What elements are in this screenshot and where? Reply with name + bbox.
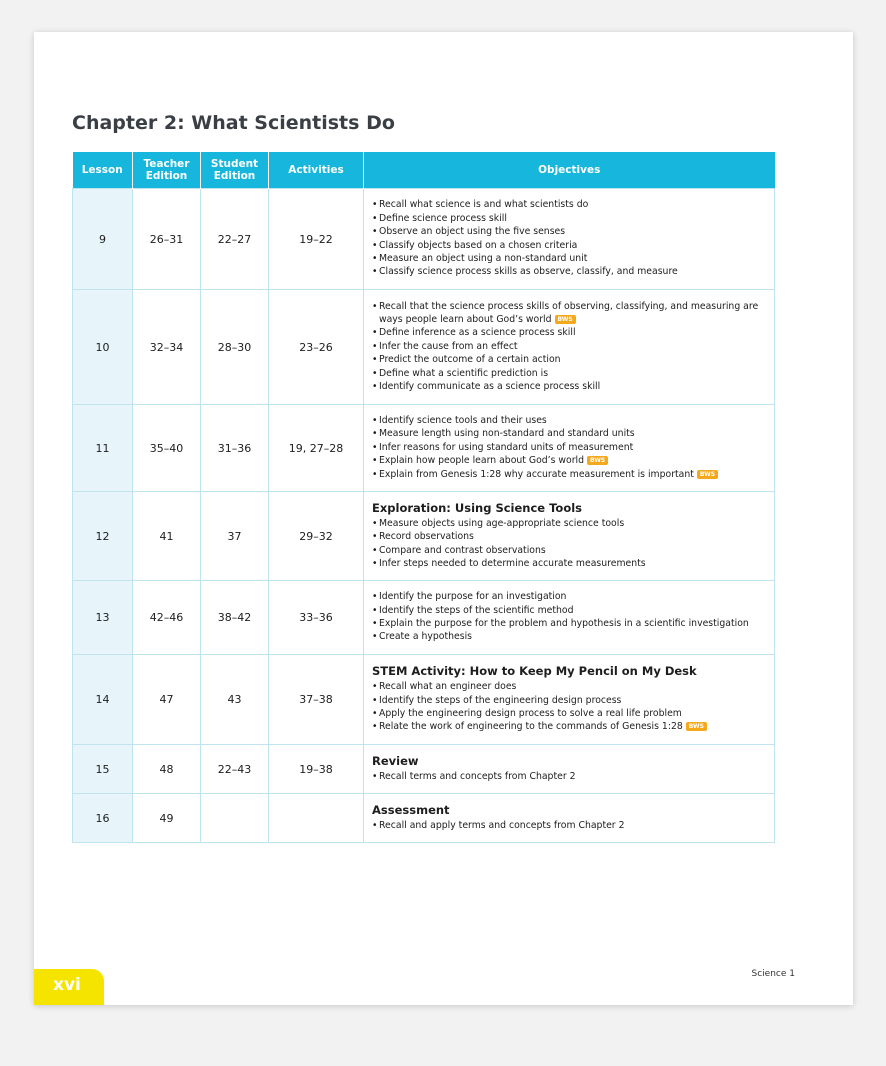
objective-heading: STEM Activity: How to Keep My Pencil on My Desk: [372, 664, 697, 679]
column-header-lesson: Lesson: [73, 152, 133, 189]
objective-item: • Compare and contrast observations: [372, 544, 766, 557]
bws-badge: BWS: [555, 315, 576, 324]
table-row: [73, 794, 775, 843]
teacher-edition-pages: 35–40: [133, 405, 201, 492]
objective-text: Relate the work of engineering to the commands of Genesis 1:28: [379, 721, 683, 733]
activities-pages: 23–26: [269, 290, 364, 405]
lesson-number: 13: [73, 581, 133, 655]
objective-text: Explain from Genesis 1:28 why accurate measurement is important: [379, 468, 694, 480]
activities-pages: [269, 794, 364, 843]
bws-badge: BWS: [587, 456, 608, 465]
objectives-cell: [364, 290, 775, 405]
teacher-edition-pages: 41: [133, 492, 201, 581]
objective-heading: Assessment: [372, 802, 450, 817]
objective-item: • Create a hypothesis: [372, 630, 766, 643]
table-row: [73, 405, 775, 492]
column-header-teacher-edition: Teacher Edition: [133, 152, 201, 189]
chapter-title: Chapter 2: What Scientists Do: [72, 112, 395, 134]
objective-item: • Explain the purpose for the problem and hypothesis in a scientific investigation: [372, 617, 766, 630]
objectives-cell: [364, 405, 775, 492]
objective-item: • Measure length using non-standard and standard units: [372, 427, 766, 440]
table-row: [73, 492, 775, 581]
objective-item: • Infer reasons for using standard units of measurement: [372, 441, 766, 454]
table-row: [73, 655, 775, 745]
student-edition-pages: [201, 794, 269, 843]
table-row: [73, 189, 775, 290]
objective-item: • Infer the cause from an effect: [372, 340, 766, 353]
objective-item: • Define inference as a science process skill: [372, 326, 766, 339]
objective-item: • Identify the purpose for an investigation: [372, 590, 766, 603]
teacher-edition-pages: 47: [133, 655, 201, 745]
page-number-tab: [34, 969, 104, 1005]
student-edition-pages: 37: [201, 492, 269, 581]
teacher-edition-pages: 42–46: [133, 581, 201, 655]
objectives-cell: [364, 581, 775, 655]
objective-item: • Recall terms and concepts from Chapter 2: [372, 770, 766, 783]
lesson-number: 14: [73, 655, 133, 745]
objective-heading: Review: [372, 753, 419, 768]
activities-pages: 19–38: [269, 745, 364, 794]
objective-item: • Measure an object using a non-standard unit: [372, 252, 766, 265]
objective-heading: Exploration: Using Science Tools: [372, 500, 583, 515]
page-number: xvi: [53, 975, 81, 995]
objective-text: Recall that the science process skills of observing, classifying, and measuring are ways people learn about God’s world: [379, 300, 759, 325]
student-edition-pages: 28–30: [201, 290, 269, 405]
bws-badge: BWS: [686, 722, 707, 731]
student-edition-pages: 22–43: [201, 745, 269, 794]
objective-item: • Predict the outcome of a certain action: [372, 353, 766, 366]
lesson-number: 16: [73, 794, 133, 843]
objective-item: [372, 454, 766, 467]
student-edition-pages: 38–42: [201, 581, 269, 655]
lesson-number: 11: [73, 405, 133, 492]
objective-item: • Observe an object using the five senses: [372, 225, 766, 238]
student-edition-pages: 22–27: [201, 189, 269, 290]
table-header-row: [73, 152, 775, 189]
objective-item: • Apply the engineering design process to solve a real life problem: [372, 707, 766, 720]
teacher-edition-pages: 26–31: [133, 189, 201, 290]
column-header-activities: Activities: [269, 152, 364, 189]
activities-pages: 19, 27–28: [269, 405, 364, 492]
objective-item: • Record observations: [372, 530, 766, 543]
objective-item: • Identify communicate as a science process skill: [372, 380, 766, 393]
lesson-table: [72, 152, 775, 843]
book-title: Science 1: [751, 969, 795, 979]
teacher-edition-pages: 49: [133, 794, 201, 843]
lesson-number: 15: [73, 745, 133, 794]
objectives-cell: [364, 745, 775, 794]
objective-item: • Recall what science is and what scientists do: [372, 198, 766, 211]
table-row: [73, 581, 775, 655]
objective-item: • Measure objects using age-appropriate science tools: [372, 517, 766, 530]
activities-pages: 19–22: [269, 189, 364, 290]
table-row: [73, 290, 775, 405]
objective-item: [372, 720, 766, 733]
teacher-edition-pages: 32–34: [133, 290, 201, 405]
bws-badge: BWS: [697, 470, 718, 479]
objectives-cell: [364, 189, 775, 290]
lesson-number: 9: [73, 189, 133, 290]
objective-item: • Recall and apply terms and concepts from Chapter 2: [372, 819, 766, 832]
objectives-cell: [364, 655, 775, 745]
objective-text: Explain how people learn about God’s world: [379, 455, 585, 467]
objective-item: [372, 468, 766, 481]
objective-item: • Identify the steps of the engineering design process: [372, 694, 766, 707]
lesson-number: 10: [73, 290, 133, 405]
document-page: [34, 32, 853, 1005]
activities-pages: 37–38: [269, 655, 364, 745]
student-edition-pages: 31–36: [201, 405, 269, 492]
table-row: [73, 745, 775, 794]
activities-pages: 33–36: [269, 581, 364, 655]
objective-item: • Classify objects based on a chosen criteria: [372, 239, 766, 252]
objective-item: • Define what a scientific prediction is: [372, 367, 766, 380]
teacher-edition-pages: 48: [133, 745, 201, 794]
student-edition-pages: 43: [201, 655, 269, 745]
objective-item: • Identify the steps of the scientific method: [372, 604, 766, 617]
objective-item: • Recall what an engineer does: [372, 680, 766, 693]
objective-item: • Identify science tools and their uses: [372, 414, 766, 427]
column-header-objectives: Objectives: [364, 152, 775, 189]
activities-pages: 29–32: [269, 492, 364, 581]
objective-item: [372, 300, 766, 327]
objectives-cell: [364, 492, 775, 581]
objective-item: • Define science process skill: [372, 212, 766, 225]
objectives-cell: [364, 794, 775, 843]
lesson-number: 12: [73, 492, 133, 581]
objective-item: • Classify science process skills as observe, classify, and measure: [372, 265, 766, 278]
objective-item: • Infer steps needed to determine accurate measurements: [372, 557, 766, 570]
column-header-student-edition: Student Edition: [201, 152, 269, 189]
